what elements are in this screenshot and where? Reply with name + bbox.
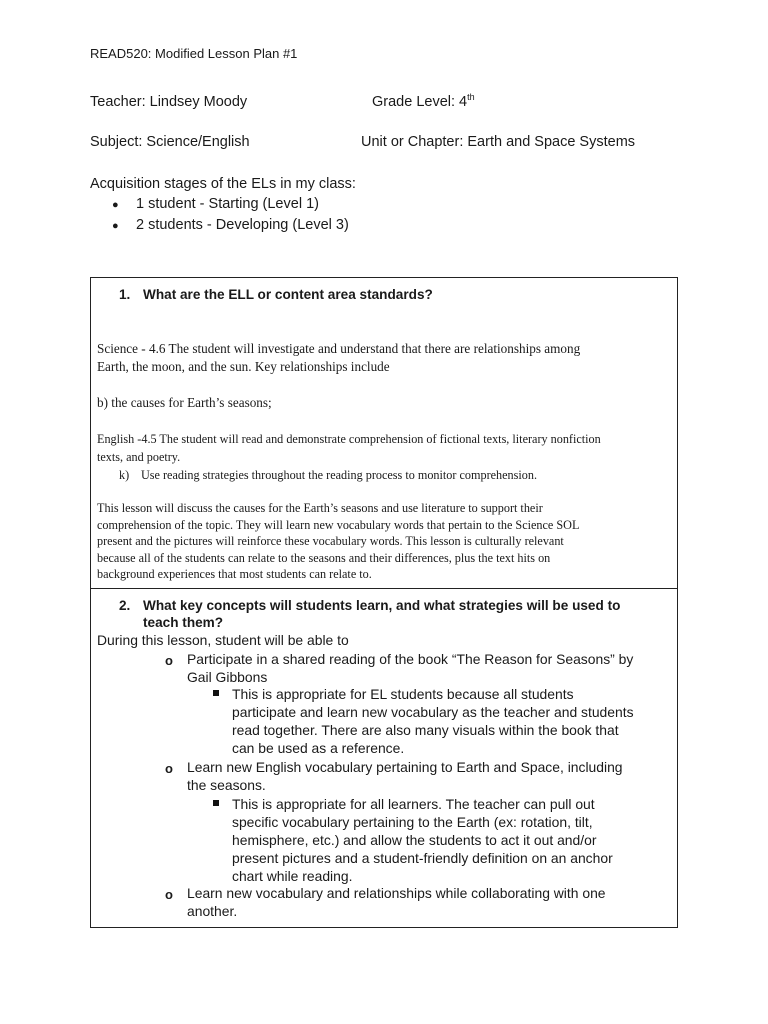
standards-section [90, 277, 678, 589]
grade-level-text: Grade Level: 4 [372, 94, 468, 110]
lesson-description [97, 500, 673, 583]
science-standard-line: Science - 4.6 The student will investigate and understand that there are relationships among [97, 341, 581, 356]
english-standard-k-text: Use reading strategies throughout the reading process to monitor comprehension. [141, 468, 537, 482]
section-number: 2. [119, 598, 131, 613]
rationale-line: read together. There are also many visuals within the book that [232, 722, 619, 738]
subject-field: Subject: Science/English [90, 134, 250, 150]
list-item [112, 217, 349, 238]
list-marker: k) [119, 468, 130, 482]
english-standard-k [119, 467, 659, 484]
lesson-description-line: present and the pictures will reinforce these vocabulary words. This lesson is culturally relevant [97, 534, 564, 548]
lesson-description-line: This lesson will discuss the causes for the Earth’s seasons and use literature to support their [97, 501, 543, 515]
concept-item-2 [187, 758, 623, 794]
concept-item-2-rationale [232, 795, 613, 885]
rationale-line: chart while reading. [232, 868, 353, 884]
science-standard-line: Earth, the moon, and the sun. Key relationships include [97, 359, 390, 374]
grade-level-field [372, 94, 475, 110]
teacher-field: Teacher: Lindsey Moody [90, 94, 248, 110]
lesson-description-line: comprehension of the topic. They will learn new vocabulary words that pertain to the Science SOL [97, 517, 580, 532]
rationale-line: This is appropriate for EL students because all students [232, 686, 574, 702]
unit-field: Unit or Chapter: Earth and Space Systems [361, 134, 636, 150]
bullet-icon: ● [112, 220, 119, 232]
circle-bullet-icon: o [165, 653, 173, 668]
square-bullet-icon [213, 800, 219, 806]
document-title: READ520: Modified Lesson Plan #1 [90, 46, 298, 61]
concept-item-line: the seasons. [187, 777, 266, 793]
section-heading-text: teach them? [143, 615, 224, 630]
concept-item-line: Learn new vocabulary and relationships while collaborating with one [187, 885, 606, 901]
concept-item-3 [187, 884, 606, 920]
acquisition-stages-list [112, 196, 349, 238]
rationale-line: This is appropriate for all learners. The teacher can pull out [232, 796, 595, 812]
english-standard [97, 430, 673, 466]
bullet-icon: ● [112, 199, 119, 211]
rationale-line: present pictures and a student-friendly definition on an anchor [232, 850, 613, 866]
lesson-description-line: background experiences that most students can relate to. [97, 567, 372, 581]
standards-heading [119, 286, 433, 303]
concept-item-1-rationale [232, 685, 634, 757]
key-concepts-intro: During this lesson, student will be able to [97, 632, 349, 648]
key-concepts-heading [119, 597, 671, 631]
science-standard [97, 340, 673, 376]
english-standard-line: texts, and poetry. [97, 450, 181, 464]
rationale-line: hemisphere, etc.) and allow the students to act it out and/or [232, 832, 597, 848]
rationale-line: specific vocabulary pertaining to the Earth (ex: rotation, tilt, [232, 814, 593, 830]
grade-level-suffix: th [467, 92, 475, 102]
circle-bullet-icon: o [165, 761, 173, 776]
section-number: 1. [119, 287, 131, 302]
lesson-description-line: because all of the students can relate to the seasons and their differences, plus the text hits on [97, 550, 551, 565]
key-concepts-section [90, 588, 678, 928]
rationale-line: participate and learn new vocabulary as the teacher and students [232, 704, 634, 720]
concept-item-line: Learn new English vocabulary pertaining to Earth and Space, including [187, 759, 623, 775]
square-bullet-icon [213, 690, 219, 696]
science-standard-b: b) the causes for Earth’s seasons; [97, 395, 272, 410]
section-heading-text: What key concepts will students learn, and what strategies will be used to [143, 598, 621, 613]
section-heading-text: What are the ELL or content area standards? [143, 287, 433, 302]
circle-bullet-icon: o [165, 887, 173, 902]
concept-item-line: Gail Gibbons [187, 669, 268, 685]
list-item [112, 196, 349, 217]
english-standard-line: English -4.5 The student will read and demonstrate comprehension of fictional texts, literary nonfiction [97, 432, 601, 446]
rationale-line: can be used as a reference. [232, 740, 405, 756]
stage-text: 1 student - Starting (Level 1) [136, 196, 319, 212]
concept-item-1 [187, 650, 633, 686]
stage-text: 2 students - Developing (Level 3) [136, 217, 349, 233]
acquisition-stages-label: Acquisition stages of the ELs in my class: [90, 176, 356, 192]
concept-item-line: another. [187, 903, 238, 919]
concept-item-line: Participate in a shared reading of the book “The Reason for Seasons” by [187, 651, 634, 667]
